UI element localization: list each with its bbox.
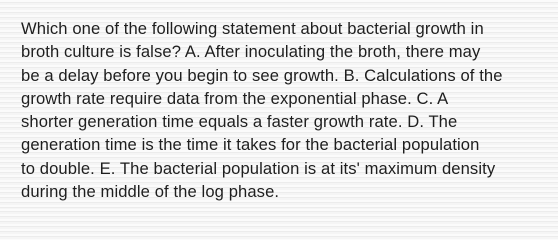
- question-text: Which one of the following statement about bacterial growth in broth culture is false? A. After inoculating the broth, there may be a delay before you begin to see growth. B. Calculations of the growth rate require data from the exponential phase. C. A shorter generation time equals a faster growth rate. D. The generation time is the time it takes for the bacterial population to double. E. The bacterial population is at its' maximum density during the middle of the log phase.: [21, 19, 503, 202]
